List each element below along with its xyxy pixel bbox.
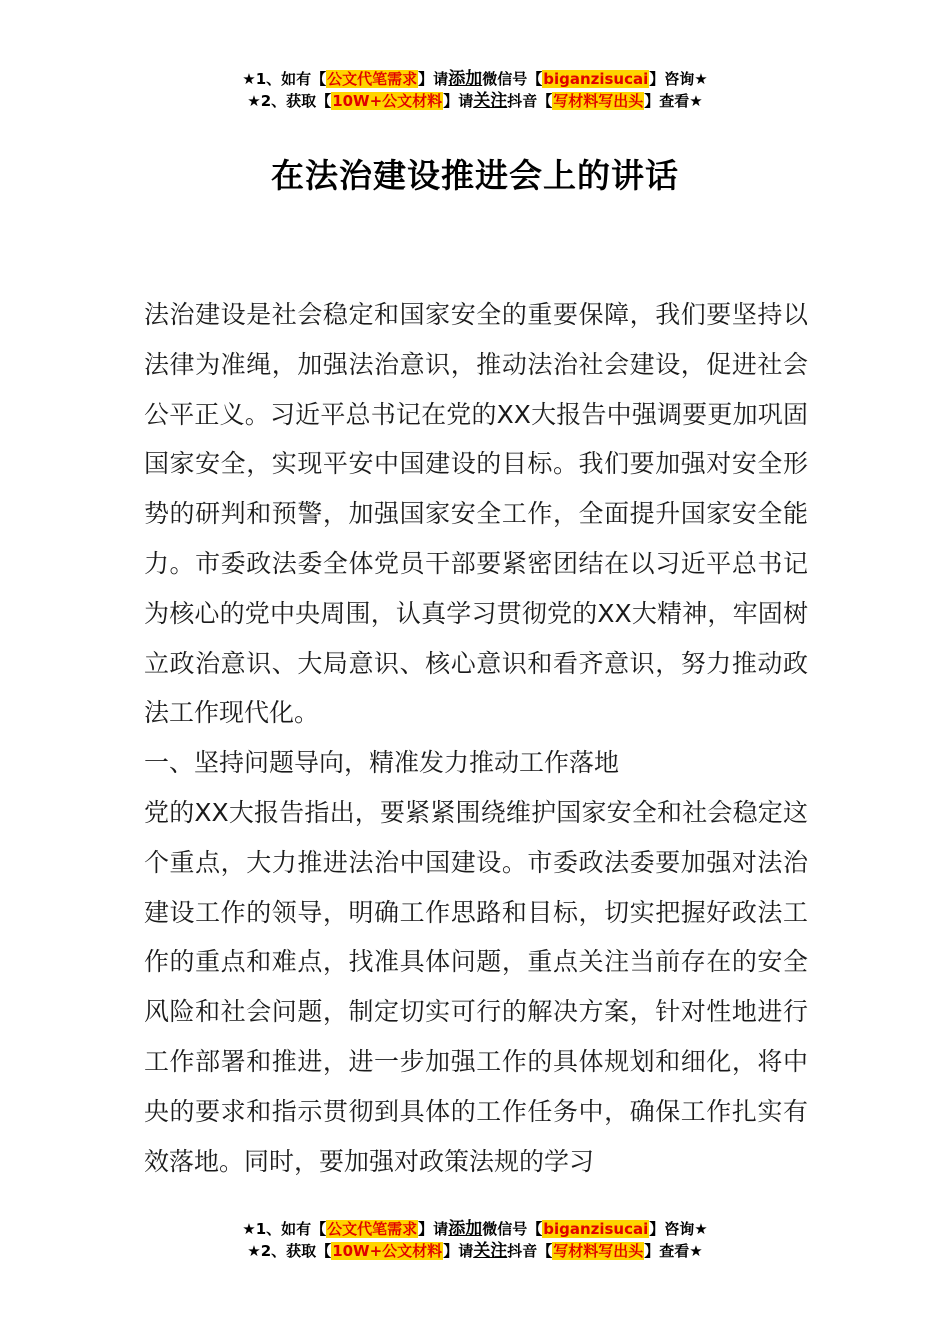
promo-highlight: 公文代笔需求 [327,70,418,88]
promo-text: 】请 [443,92,474,110]
promo-emphasis: 添加 [448,1219,483,1239]
promo-text: 】查看★ [644,1242,703,1260]
promo-text: 】请 [418,1220,449,1238]
promo-emphasis: 关注 [473,91,508,111]
promo-banner-bottom [0,1218,950,1262]
promo-text: 】请 [443,1242,474,1260]
promo-wechat-id: biganzisucai [543,1220,649,1238]
paragraph-intro: 法治建设是社会稳定和国家安全的重要保障，我们要坚持以法律为准绳，加强法治意识，推动法治社会建设，促进社会公平正义。习近平总书记在党的XX大报告中强调要更加巩固国家安全，实现平安中国建设的目标。我们要加强对安全形势的研判和预警，加强国家安全工作，全面提升国家安全能力。市委政法委全体党员干部要紧密团结在以习近平总书记为核心的党中央周围，认真学习贯彻党的XX大精神，牢固树立政治意识、大局意识、核心意识和看齐意识，努力推动政法工作现代化。 [144,300,808,728]
document-body [144,290,808,1186]
promo-text: ★2、获取【 [247,1242,332,1260]
promo-text: 抖音【 [507,1242,553,1260]
promo-emphasis: 关注 [473,1241,508,1261]
paragraph-section-1: 党的XX大报告指出，要紧紧围绕维护国家安全和社会稳定这个重点，大力推进法治中国建设。市委政法委要加强对法治建设工作的领导，明确工作思路和目标，切实把握好政法工作的重点和难点，找准具体问题，重点关注当前存在的安全风险和社会问题，制定切实可行的解决方案，针对性地进行工作部署和推进，进一步加强工作的具体规划和细化，将中央的要求和指示贯彻到具体的工作任务中，确保工作扎实有效落地。同时，要加强对政策法规的学习 [144,797,808,1176]
promo-text: 抖音【 [507,92,553,110]
promo-emphasis: 添加 [448,69,483,89]
promo-line-2 [0,1240,950,1262]
promo-douyin-id: 写材料写出头 [553,1242,644,1260]
promo-banner-top [0,68,950,112]
document-title: 在法治建设推进会上的讲话 [271,156,679,195]
section-heading: 一、坚持问题导向，精准发力推动工作落地 [144,748,620,778]
promo-highlight: 10W+公文材料 [332,1242,443,1260]
promo-text: 】咨询★ [649,70,708,88]
promo-text: ★1、如有【 [242,70,327,88]
promo-line-1 [0,68,950,90]
promo-text: 】咨询★ [649,1220,708,1238]
promo-text: ★1、如有【 [242,1220,327,1238]
promo-highlight: 公文代笔需求 [327,1220,418,1238]
promo-text: 微信号【 [482,1220,543,1238]
promo-line-2 [0,90,950,112]
promo-line-1 [0,1218,950,1240]
promo-text: 微信号【 [482,70,543,88]
promo-douyin-id: 写材料写出头 [553,92,644,110]
promo-text: ★2、获取【 [247,92,332,110]
promo-text: 】请 [418,70,449,88]
promo-wechat-id: biganzisucai [543,70,649,88]
promo-highlight: 10W+公文材料 [332,92,443,110]
promo-text: 】查看★ [644,92,703,110]
